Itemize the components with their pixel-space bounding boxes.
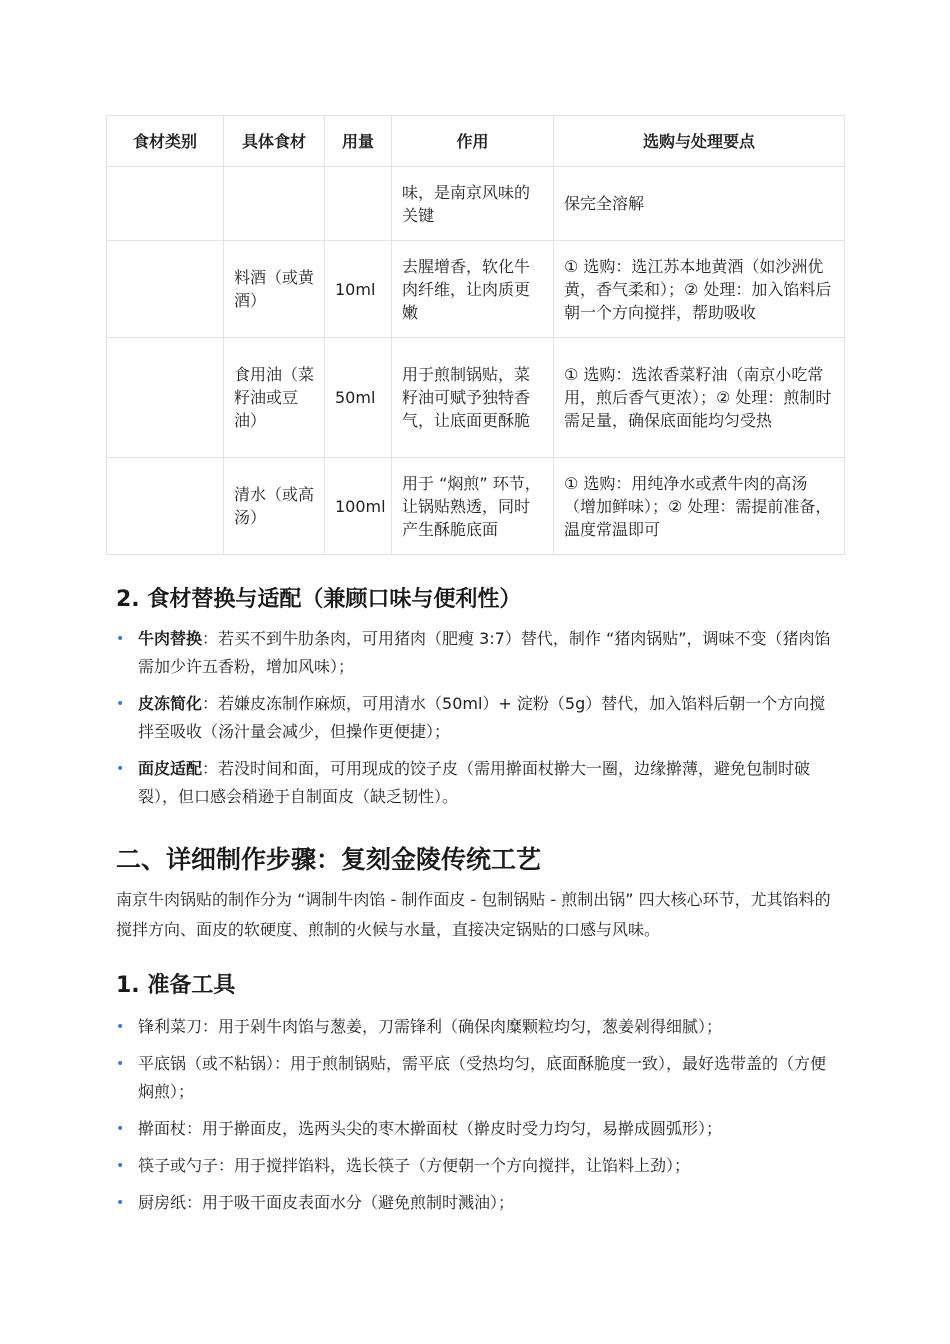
list-item	[116, 690, 836, 746]
section-heading-tools: 1. 准备工具	[116, 973, 236, 998]
table-cell: 清水（或高汤）	[224, 458, 325, 555]
table-row	[107, 167, 845, 241]
list-item	[116, 1152, 836, 1180]
list-item-keyword: 皮冻简化	[138, 694, 203, 713]
table-header-row	[107, 116, 845, 167]
bullet-icon: •	[116, 631, 125, 647]
bullet-icon: •	[116, 1158, 125, 1174]
list-item	[116, 1013, 836, 1041]
table-cell: 用于 “焖煎” 环节，让锅贴熟透，同时产生酥脆底面	[392, 458, 554, 555]
table-row	[107, 458, 845, 555]
list-item-keyword: 面皮适配	[138, 759, 203, 778]
table-cell	[107, 458, 224, 555]
table-header-cell: 作用	[392, 116, 554, 167]
table-cell: 10ml	[325, 241, 392, 338]
list-item	[116, 755, 836, 811]
table-row	[107, 338, 845, 458]
bullet-icon: •	[116, 761, 125, 777]
table-cell	[224, 167, 325, 241]
list-item	[116, 1050, 836, 1106]
table-cell: 食用油（菜籽油或豆油）	[224, 338, 325, 458]
list-item-text: 锋利菜刀：用于剁牛肉馅与葱姜，刀需锋利（确保肉糜颗粒均匀，葱姜剁得细腻）；	[138, 1017, 723, 1036]
table-header-cell: 具体食材	[224, 116, 325, 167]
table-row	[107, 241, 845, 338]
table-cell: 保完全溶解	[554, 167, 845, 241]
list-item-text: 筷子或勺子：用于搅拌馅料，选长筷子（方便朝一个方向搅拌，让馅料上劲）；	[138, 1156, 691, 1175]
list-item	[116, 1115, 836, 1143]
list-item-text: ：若没时间和面，可用现成的饺子皮（需用擀面杖擀大一圈，边缘擀薄，避免包制时破裂），但口感会稍逊于自制面皮（缺乏韧性）。	[138, 759, 811, 806]
section-heading-steps: 二、详细制作步骤：复刻金陵传统工艺	[116, 845, 542, 874]
steps-intro-paragraph: 南京牛肉锅贴的制作分为 “调制牛肉馅 - 制作面皮 - 包制锅贴 - 煎制出锅” 四大核心环节，尤其馅料的搅拌方向、面皮的软硬度、煎制的火候与水量，直接决定锅贴的口感与风味。	[116, 890, 831, 939]
bullet-icon: •	[116, 1195, 125, 1211]
table-cell: 50ml	[325, 338, 392, 458]
tools-list	[116, 1013, 836, 1217]
table-header-cell: 食材类别	[107, 116, 224, 167]
table-cell: 用于煎制锅贴，菜籽油可赋予独特香气，让底面更酥脆	[392, 338, 554, 458]
bullet-icon: •	[116, 1121, 125, 1137]
section-heading-substitute: 2. 食材替换与适配（兼顾口味与便利性）	[116, 587, 522, 612]
table-cell	[107, 338, 224, 458]
list-item-text: ：若嫌皮冻制作麻烦，可用清水（50ml）+ 淀粉（5g）替代，加入馅料后朝一个方向搅拌至吸收（汤汁量会减少，但操作更便捷）；	[138, 694, 826, 741]
list-item-keyword: 牛肉替换	[138, 629, 203, 648]
bullet-icon: •	[116, 1056, 125, 1072]
list-item-text: 厨房纸：用于吸干面皮表面水分（避免煎制时溅油）；	[138, 1193, 515, 1212]
table-cell: 料酒（或黄酒）	[224, 241, 325, 338]
table-cell: 味，是南京风味的关键	[392, 167, 554, 241]
list-item-text: 擀面杖：用于擀面皮，选两头尖的枣木擀面杖（擀皮时受力均匀，易擀成圆弧形）；	[138, 1119, 723, 1138]
list-item	[116, 625, 836, 681]
bullet-icon: •	[116, 1019, 125, 1035]
table-cell: ① 选购：选浓香菜籽油（南京小吃常用，煎后香气更浓）；② 处理：煎制时需足量，确保底面能均匀受热	[554, 338, 845, 458]
table-header-cell: 用量	[325, 116, 392, 167]
table-cell: 100ml	[325, 458, 392, 555]
table-cell	[107, 167, 224, 241]
ingredients-table	[106, 115, 845, 555]
table-cell: ① 选购：用纯净水或煮牛肉的高汤（增加鲜味）；② 处理：需提前准备，温度常温即可	[554, 458, 845, 555]
table-cell	[107, 241, 224, 338]
table-header-cell: 选购与处理要点	[554, 116, 845, 167]
substitute-list	[116, 625, 836, 811]
list-item-text: ：若买不到牛肋条肉，可用猪肉（肥瘦 3:7）替代，制作 “猪肉锅贴”，调味不变（猪肉馅需加少许五香粉，增加风味）；	[138, 629, 831, 676]
list-item-text: 平底锅（或不粘锅）：用于煎制锅贴，需平底（受热均匀，底面酥脆度一致），最好选带盖的（方便焖煎）；	[138, 1054, 827, 1101]
bullet-icon: •	[116, 696, 125, 712]
list-item	[116, 1189, 836, 1217]
table-cell	[325, 167, 392, 241]
table-cell: ① 选购：选江苏本地黄酒（如沙洲优黄，香气柔和）；② 处理：加入馅料后朝一个方向搅拌，帮助吸收	[554, 241, 845, 338]
table-cell: 去腥增香，软化牛肉纤维，让肉质更嫩	[392, 241, 554, 338]
